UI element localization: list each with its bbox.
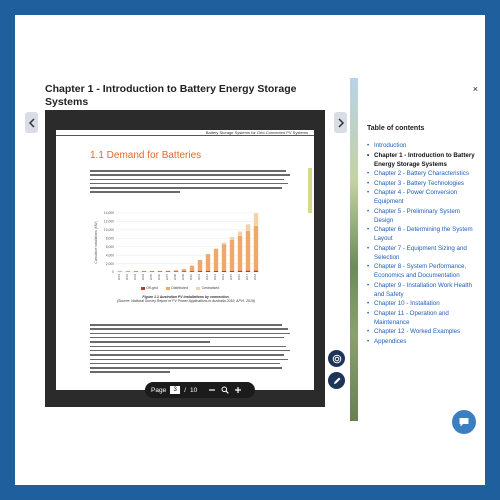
zoom-out-button[interactable]: [207, 386, 216, 395]
bar-segment: [166, 271, 170, 272]
toc-item[interactable]: • Chapter 7 - Equipment Sizing and Selection: [367, 244, 479, 262]
x-tick-label: 2010: [189, 273, 193, 281]
bar-segment: [214, 249, 218, 271]
bar-segment: [254, 271, 258, 272]
zoom-in-button[interactable]: [233, 386, 242, 395]
y-tick-label: 2,000: [105, 261, 114, 266]
x-tick-label: 2004: [141, 273, 145, 281]
chevron-left-icon: [28, 118, 36, 128]
y-tick-label: 10,000: [103, 228, 114, 233]
bar-segment: [238, 271, 242, 272]
x-tick-label: 2017: [245, 273, 249, 281]
next-page-button[interactable]: [334, 112, 347, 133]
x-tick-label: 2002: [125, 273, 129, 281]
page-total: 10: [190, 386, 198, 394]
toc-item[interactable]: • Chapter 6 - Determining the System Layout: [367, 225, 479, 243]
x-tick-label: 2011: [197, 273, 201, 281]
bar-chart: [92, 210, 264, 282]
focus-button[interactable]: [328, 350, 345, 367]
page-number-input[interactable]: 3: [170, 386, 180, 394]
bar-segment: [246, 231, 250, 271]
bar-segment: [158, 271, 162, 272]
toc-item[interactable]: • Chapter 10 - Installation: [367, 299, 479, 308]
bar-segment: [254, 213, 258, 226]
figure-caption: [116, 295, 256, 303]
bar-segment: [198, 271, 202, 272]
bar-segment: [134, 271, 138, 272]
bar-segment: [190, 266, 194, 271]
y-tick-label: 6,000: [105, 244, 114, 249]
chevron-right-icon: [337, 118, 345, 128]
zoom-icon: [221, 386, 229, 394]
x-tick-label: 2001: [117, 273, 121, 281]
toc-heading: Table of contents: [367, 125, 425, 132]
y-tick-label: 4,000: [105, 253, 114, 258]
bar-segment: [198, 260, 202, 271]
bar-segment: [150, 271, 154, 272]
table-of-contents-panel: [358, 78, 485, 421]
toc-item[interactable]: • Chapter 8 - System Performance, Economics and Documentation: [367, 262, 479, 280]
bar-segment: [222, 243, 226, 245]
chart-legend: [130, 286, 230, 290]
x-tick-label: 2006: [157, 273, 161, 281]
document-page: [56, 130, 314, 390]
y-tick-label: 0: [112, 270, 114, 275]
x-tick-label: 2008: [173, 273, 177, 281]
page-title: Chapter 1 - Introduction to Battery Energy Storage Systems: [45, 83, 297, 108]
x-tick-label: 2013: [213, 273, 217, 281]
page-toolbar: [145, 382, 255, 398]
x-tick-label: 2016: [237, 273, 241, 281]
x-tick-label: 2014: [221, 273, 225, 281]
side-marker: [308, 168, 312, 213]
x-tick-label: 2005: [149, 273, 153, 281]
bar-segment: [230, 237, 234, 240]
caption-text: Figure 1.1 Australian PV installations by connection.: [142, 295, 230, 299]
bar-segment: [206, 254, 210, 271]
document-viewer[interactable]: [45, 110, 325, 407]
toc-item[interactable]: • Chapter 3 - Battery Technologies: [367, 179, 479, 188]
y-tick-label: 14,000: [103, 211, 114, 216]
installations-chart: [92, 210, 264, 282]
plus-icon: [234, 386, 242, 394]
bar-segment: [182, 271, 186, 272]
header-rule: [56, 135, 314, 136]
close-icon[interactable]: ×: [472, 84, 478, 94]
toc-item[interactable]: • Chapter 5 - Preliminary System Design: [367, 207, 479, 225]
bar-segment: [246, 271, 250, 272]
toc-item[interactable]: • Chapter 4 - Power Conversion Equipment: [367, 188, 479, 206]
toc-background-image: [350, 78, 358, 421]
page-separator: /: [184, 386, 186, 394]
pen-icon: [332, 376, 342, 386]
bar-segment: [190, 271, 194, 272]
running-header: Battery Storage Systems for Grid-Connected PV Systems: [205, 130, 308, 135]
chat-button[interactable]: [452, 410, 476, 434]
y-tick-label: 8,000: [105, 236, 114, 241]
body-paragraphs: [90, 324, 290, 376]
bar-segment: [206, 271, 210, 272]
y-axis-label: Cumulative installations (MW): [94, 221, 98, 264]
bar-segment: [214, 248, 218, 249]
bar-segment: [222, 244, 226, 271]
bar-segment: [222, 271, 226, 272]
bar-segment: [238, 236, 242, 271]
legend-centralised: Centralised: [196, 286, 219, 290]
bar-segment: [230, 271, 234, 272]
chat-icon: [458, 416, 470, 428]
toc-item[interactable]: • Introduction: [367, 141, 479, 150]
previous-page-button[interactable]: [25, 112, 38, 133]
legend-off-grid: Off-grid: [141, 286, 158, 290]
app-frame: [15, 15, 485, 485]
toc-item[interactable]: • Chapter 2 - Battery Characteristics: [367, 169, 479, 178]
toc-item[interactable]: • Chapter 1 - Introduction to Battery Energy Storage Systems: [367, 151, 479, 169]
bar-segment: [174, 270, 178, 271]
x-tick-label: 2007: [165, 273, 169, 281]
x-tick-label: 2015: [229, 273, 233, 281]
bar-segment: [166, 271, 170, 272]
x-tick-label: 2012: [205, 273, 209, 281]
bar-segment: [174, 271, 178, 272]
bar-segment: [238, 232, 242, 236]
toc-item[interactable]: • Chapter 12 - Worked Examples: [367, 327, 479, 336]
x-tick-label: 2018: [253, 273, 257, 281]
toc-item[interactable]: • Chapter 11 - Operation and Maintenance: [367, 309, 479, 327]
intro-paragraph: [90, 170, 290, 196]
bar-segment: [246, 224, 250, 231]
y-tick-label: 12,000: [103, 219, 114, 224]
toc-item[interactable]: • Chapter 9 - Installation Work Health and Safety: [367, 281, 479, 299]
zoom-button[interactable]: [220, 386, 229, 395]
toc-list: [367, 141, 479, 346]
bar-segment: [142, 271, 146, 272]
minus-icon: [208, 386, 216, 394]
legend-distributed: Distributed: [166, 286, 188, 290]
bar-segment: [230, 240, 234, 271]
section-title: 1.1 Demand for Batteries: [90, 150, 202, 161]
bar-segment: [254, 226, 258, 271]
x-tick-label: 2009: [181, 273, 185, 281]
page-label: Page: [151, 386, 167, 394]
toc-item[interactable]: • Appendices: [367, 337, 479, 346]
x-tick-label: 2003: [133, 273, 137, 281]
target-icon: [332, 354, 342, 364]
caption-source: (Source: National Survey Report of PV Power Applications in Australia 2018, APVI, 2019): [116, 299, 256, 303]
bar-segment: [182, 269, 186, 271]
annotate-button[interactable]: [328, 372, 345, 389]
bar-segment: [214, 271, 218, 272]
